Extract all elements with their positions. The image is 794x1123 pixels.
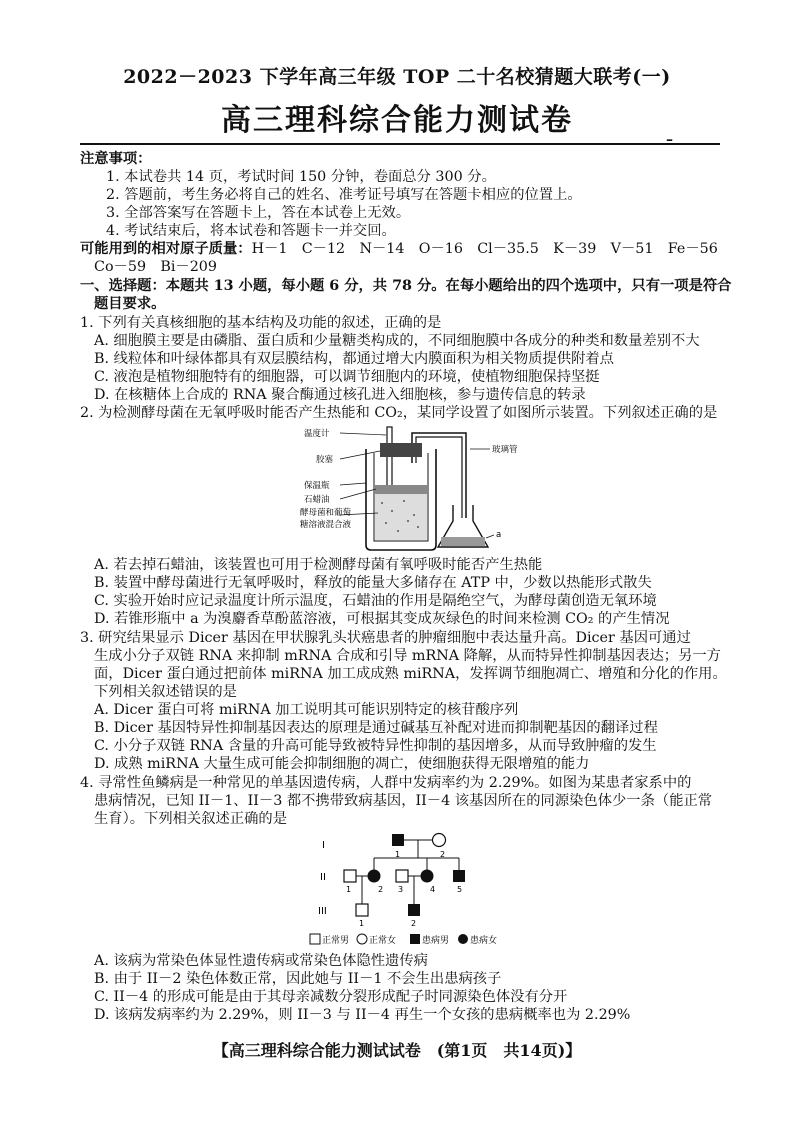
legend-affected-female-icon [458,934,468,944]
pedigree-III1-normal-male [356,904,368,916]
label-thermometer: 温度计 [304,429,330,439]
gen-label-II: II [320,872,326,883]
legend-normal-male-icon [310,934,320,944]
note-item: 4. 考试结束后，将本试卷和答题卡一并交回。 [106,223,396,239]
pedigree-II1-normal-male [344,870,356,882]
label-glass-tube: 玻璃管 [492,445,518,455]
label-a: a [496,530,502,540]
pedigree-II4-affected-female [421,870,434,883]
question-1-stem: 1. 下列有关真核细胞的基本结构及功能的叙述，正确的是 [80,315,442,331]
pedigree-num: 2 [411,919,417,928]
question-4-option-d: D. 该病发病率约为 2.29%，则 II－3 与 II－4 再生一个女孩的患病概率也为 2.29% [94,1007,631,1023]
pedigree-num: 3 [398,885,404,894]
note-item: 2. 答题前，考生务必将自己的姓名、准考证号填写在答题卡相应的位置上。 [106,187,582,203]
pedigree-I2-normal-female [433,834,446,847]
question-3-option-a: A. Dicer 蛋白可将 miRNA 加工说明其可能识别特定的核苷酸序列 [94,702,519,718]
question-2-option-d: D. 若锥形瓶中 a 为溴麝香草酚蓝溶液，可根据其变成灰绿色的时间来检测 CO₂ 的产生情况 [94,611,670,627]
label-mixture-2: 糖溶液混合液 [300,520,352,530]
pedigree-num: 1 [395,850,401,859]
legend-normal-male: 正常男 [322,936,350,946]
question-4-stem: 4. 寻常性鱼鳞病是一种常见的单基因遗传病，人群中发病率约为 2.29%。如图为某患者家系中的 [80,775,692,791]
question-2-option-c: C. 实验开始时应记录温度计所示温度，石蜡油的作用是隔绝空气，为酵母菌创造无氧环境 [94,593,657,609]
pedigree-num: 5 [457,885,463,894]
question-3-option-c: C. 小分子双链 RNA 含量的升高可能导致被特异性抑制的基因增多，从而导致肿瘤的发生 [94,738,657,754]
label-flask: 保温瓶 [304,481,330,491]
gen-label-III: III [318,906,327,917]
pedigree-II5-affected-male [453,870,465,882]
pedigree-III2-affected-male [408,904,420,916]
question-3-option-d: D. 成熟 miRNA 大量生成可能会抑制细胞的凋亡，使细胞获得无限增殖的能力 [94,756,590,772]
atomic-mass-line [80,240,718,258]
label-mixture-1: 酵母菌和葡萄 [300,508,352,518]
label-plug: 胶塞 [316,455,334,465]
question-3-option-b: B. Dicer 基因特异性抑制基因表达的原理是通过碱基互补配对进而抑制靶基因的翻译过程 [94,720,658,736]
legend-affected-male-icon [410,934,420,944]
question-4-option-b: B. 由于 II－2 染色体数正常，因此她与 II－1 不会生出患病孩子 [94,971,502,987]
pedigree-num: 2 [440,850,446,859]
atomic-mass-values: H－1 C－12 N－14 O－16 Cl－35.5 K－39 V－51 Fe－56 [251,241,718,257]
question-3-stem: 3. 研究结果显示 Dicer 基因在甲状腺乳头状癌患者的肿瘤细胞中表达量升高。Dicer 基因可通过 [80,630,691,646]
legend-normal-female: 正常女 [369,936,397,946]
question-3-stem-4: 下列相关叙述错误的是 [94,684,237,700]
question-2-option-b: B. 装置中酵母菌进行无氧呼吸时，释放的能量大多储存在 ATP 中，少数以热能形式散失 [94,575,652,591]
pedigree-num: 1 [346,885,352,894]
header-dash-mark: – [666,132,673,148]
question-4-option-a: A. 该病为常染色体显性遗传病或常染色体隐性遗传病 [94,953,428,969]
question-1-option-c: C. 液泡是植物细胞特有的细胞器，可以调节细胞内的环境，使植物细胞保持坚挺 [94,369,600,385]
legend-affected-female: 患病女 [470,936,498,946]
pedigree-II2-affected-female [368,870,381,883]
note-item: 1. 本试卷共 14 页，考试时间 150 分钟，卷面总分 300 分。 [106,169,496,185]
notes-label: 注意事项： [80,151,152,167]
yeast-apparatus-diagram [300,423,520,553]
pedigree-diagram [300,830,520,950]
pedigree-num: 1 [359,919,365,928]
legend-affected-male: 患病男 [422,936,450,946]
question-1-option-a: A. 细胞膜主要是由磷脂、蛋白质和少量糖类构成的，不同细胞膜中各成分的种类和数量差别不大 [94,333,700,349]
pedigree-I1-affected-male [392,834,404,846]
question-2-stem: 2. 为检测酵母菌在无氧呼吸时能否产生热能和 CO₂，某同学设置了如图所示装置。下列叙述正确的是 [80,405,718,421]
question-1-option-b: B. 线粒体和叶绿体都具有双层膜结构，都通过增大内膜面积为相关物质提供附着点 [94,351,614,367]
section-heading: 一、选择题：本题共 13 小题，每小题 6 分，共 78 分。在每小题给出的四个选项中，只有一项是符合 [80,278,732,294]
pedigree-num: 4 [430,885,436,894]
question-4-stem-3: 生育）。下列相关叙述正确的是 [94,811,288,827]
rubber-plug-icon [380,443,422,457]
pedigree-II3-normal-male [396,870,408,882]
legend-normal-female-icon [357,934,367,944]
question-2-option-a: A. 若去掉石蜡油，该装置也可用于检测酵母菌有氧呼吸时能否产生热能 [94,557,543,573]
label-paraffin: 石蜡油 [304,495,330,505]
exam-series-title: 2022－2023 下学年高三年级 TOP 二十名校猜题大联考(一) [123,66,671,88]
pedigree-num: 2 [378,885,384,894]
question-1-option-d: D. 在核糖体上合成的 RNA 聚合酶通过核孔进入细胞核，参与遗传信息的转录 [94,387,586,403]
question-4-stem-2: 患病情况，已知 II－1、II－3 都不携带致病基因，II－4 该基因所在的同源染色体少一条（能正常 [94,793,713,809]
atomic-mass-values-2: Co－59 Bi－209 [94,259,217,275]
note-item: 3. 全部答案写在答题卡上，答在本试卷上无效。 [106,205,411,221]
question-3-stem-3: 面，Dicer 蛋白通过把前体 miRNA 加工成成熟 miRNA，发挥调节细胞凋亡、增殖和分化的作用。 [94,666,727,682]
gen-label-I: I [322,840,325,851]
section-heading-cont: 题目要求。 [94,296,166,312]
question-3-stem-2: 生成小分子双链 RNA 来抑制 mRNA 合成和引导 mRNA 降解，从而特异性抑制基因表达；另一方 [94,648,721,664]
page-footer: 【高三理科综合能力测试试卷 (第1页 共14页)】 [212,1041,582,1060]
atomic-mass-label: 可能用到的相对原子质量： [80,241,252,257]
question-4-option-c: C. II－4 的形成可能是由于其母亲减数分裂形成配子时同源染色体没有分开 [94,989,568,1005]
header-rule [80,143,720,145]
exam-paper-title: 高三理科综合能力测试卷 [221,103,573,138]
